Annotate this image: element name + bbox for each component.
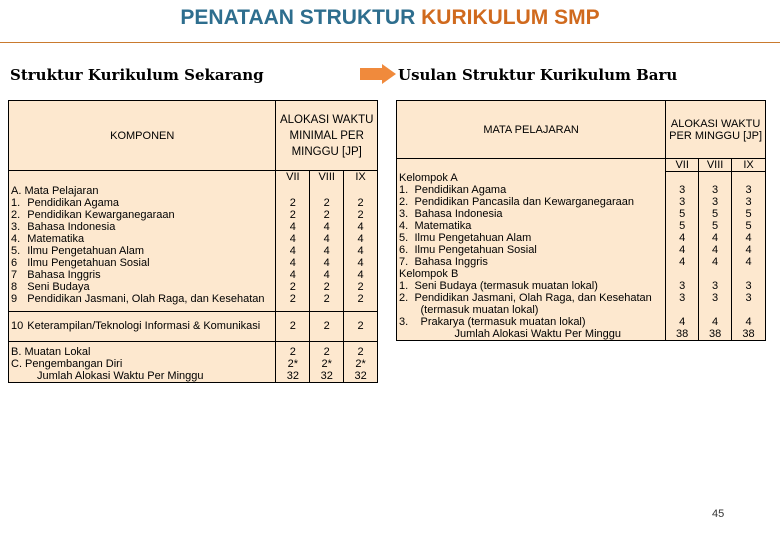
subject-row <box>397 220 766 232</box>
row-number: 6. <box>397 244 413 256</box>
alloc-value: 4 <box>344 257 378 269</box>
alloc-value: 4 <box>310 257 344 269</box>
subject-name: Ilmu Pengetahuan Alam <box>414 231 532 244</box>
alloc-value: 2 <box>310 209 344 221</box>
subject-row <box>9 197 378 209</box>
alloc-value: 4 <box>712 315 719 328</box>
title-part-2: KURIKULUM SMP <box>421 6 600 29</box>
row-number: 4. <box>9 233 26 245</box>
total-value: 32 <box>286 369 299 382</box>
total-value: 38 <box>742 327 755 340</box>
alloc-value: 4 <box>344 233 378 245</box>
row-number: 4. <box>397 220 413 232</box>
grade-header: VIII <box>310 171 344 184</box>
alloc-value: 4 <box>276 221 310 233</box>
alloc-value: 3 <box>699 280 732 292</box>
alloc-value: 4 <box>344 269 378 281</box>
subject-name: Keterampilan/Teknologi Informasi & Komunikasi <box>25 311 276 341</box>
subject-name: Pendidikan Agama <box>414 183 507 196</box>
subject-note: (termasuk muatan lokal) <box>420 303 539 316</box>
alloc-value: 5 <box>699 208 732 220</box>
bottom-values-vii <box>666 316 699 341</box>
alloc-value: 2 <box>276 281 310 293</box>
subject-row <box>9 293 378 305</box>
row-number: 1. <box>397 280 413 292</box>
group-a-label: Kelompok A <box>397 172 666 184</box>
subject-name: Bahasa Indonesia <box>27 221 116 233</box>
alloc-value: 2 <box>289 345 296 358</box>
row-number: 3. <box>9 221 26 233</box>
subject-row <box>9 257 378 269</box>
alloc-value: 3 <box>732 184 766 196</box>
subject-name: Bahasa Inggris <box>27 269 101 281</box>
alloc-value: 3 <box>699 292 732 316</box>
alloc-value: 3 <box>666 292 699 316</box>
alloc-value: 4 <box>699 244 732 256</box>
alloc-value: 2 <box>310 197 344 209</box>
total-value: 32 <box>354 369 367 382</box>
subject-name <box>412 292 665 316</box>
alloc-value: 4 <box>699 256 732 268</box>
bottom-labels <box>9 341 276 382</box>
subject-name: Pendidikan Kewarganegaraan <box>27 209 175 221</box>
alloc-value: 4 <box>666 232 699 244</box>
subject-row <box>397 232 766 244</box>
alloc-value: 4 <box>732 244 766 256</box>
grade-header: VII <box>666 159 699 172</box>
subject-row <box>9 233 378 245</box>
mapel-header: MATA PELAJARAN <box>397 101 666 159</box>
row-number: 6 <box>9 257 26 269</box>
alloc-value: 4 <box>310 233 344 245</box>
alloc-value: 5 <box>732 208 766 220</box>
row-number: 3. <box>397 208 413 220</box>
alloc-value: 4 <box>310 221 344 233</box>
alloc-value: 2* <box>355 357 366 370</box>
subject-row <box>9 221 378 233</box>
group-b-label: Kelompok B <box>397 268 666 280</box>
proposed-curriculum-table <box>396 100 766 341</box>
bottom-values-vii <box>276 341 310 382</box>
current-curriculum-table <box>8 100 378 383</box>
alloc-value: 4 <box>344 245 378 257</box>
row-number: 1. <box>397 184 413 196</box>
subject-row <box>9 281 378 293</box>
alloc-value: 2 <box>276 197 310 209</box>
alloc-value: 2 <box>310 281 344 293</box>
alloc-value: 4 <box>666 256 699 268</box>
subject-name: Pendidikan Agama <box>27 197 119 209</box>
alloc-value: 3 <box>699 196 732 208</box>
alloc-value: 2 <box>344 293 378 305</box>
grade-header: VII <box>276 171 310 184</box>
row-number: 7. <box>397 256 413 268</box>
alloc-value: 5 <box>666 208 699 220</box>
subject-name <box>412 316 665 341</box>
grade-header: IX <box>732 159 766 172</box>
alloc-value: 2 <box>344 197 378 209</box>
bottom-values-ix <box>344 341 378 382</box>
alloc-value: 2 <box>310 311 344 341</box>
total-label: Jumlah Alokasi Waktu Per Minggu <box>37 369 204 382</box>
subject-row <box>9 245 378 257</box>
subject-row <box>397 196 766 208</box>
alloc-value: 3 <box>732 280 766 292</box>
muatan-lokal-label: B. Muatan Lokal <box>11 345 91 358</box>
bottom-values-viii <box>310 341 344 382</box>
subject-row <box>9 269 378 281</box>
alloc-value: 2 <box>344 281 378 293</box>
alloc-value: 2* <box>321 357 332 370</box>
alloc-value: 5 <box>699 220 732 232</box>
alloc-value: 4 <box>699 232 732 244</box>
total-value: 38 <box>708 327 722 340</box>
alloc-value: 4 <box>276 269 310 281</box>
alloc-value: 3 <box>732 196 766 208</box>
subject-name: Ilmu Pengetahuan Sosial <box>27 257 150 269</box>
alloc-value: 4 <box>745 315 752 328</box>
pengembangan-diri-label: C. Pengembangan Diri <box>11 357 123 370</box>
subject-row <box>397 184 766 196</box>
alloc-header: ALOKASI WAKTU PER MINGGU [JP] <box>666 101 766 159</box>
alloc-value: 2 <box>276 311 310 341</box>
page-number: 45 <box>712 508 725 520</box>
alloc-value: 4 <box>732 232 766 244</box>
alloc-value: 3 <box>732 292 766 316</box>
subject-name: Bahasa Indonesia <box>414 207 503 220</box>
row-number: 7 <box>9 269 26 281</box>
alloc-value: 4 <box>276 257 310 269</box>
subject-row <box>397 256 766 268</box>
alloc-value: 4 <box>666 244 699 256</box>
subject-name: Ilmu Pengetahuan Alam <box>27 245 145 257</box>
alloc-value: 2 <box>276 209 310 221</box>
subject-name: Bahasa Inggris <box>414 255 488 268</box>
alloc-value: 2 <box>310 293 344 305</box>
alloc-value: 5 <box>666 220 699 232</box>
subject-name: Pendidikan Pancasila dan Kewarganegaraan <box>414 195 635 208</box>
alloc-value: 2 <box>344 209 378 221</box>
subject-name-text: Pendidikan Jasmani, Olah Raga, dan Kesehatan <box>414 291 652 304</box>
alloc-value: 4 <box>310 269 344 281</box>
alloc-value: 3 <box>699 184 732 196</box>
total-value: 38 <box>676 327 689 340</box>
alloc-value: 4 <box>276 233 310 245</box>
alloc-value: 3 <box>666 184 699 196</box>
grade-header: VIII <box>699 159 732 172</box>
page-title <box>0 6 780 30</box>
alloc-value: 4 <box>310 245 344 257</box>
subject-row <box>9 209 378 221</box>
subject-name-text: Prakarya (termasuk muatan lokal) <box>420 315 586 328</box>
alloc-value: 2 <box>357 345 364 358</box>
alloc-value: 3 <box>666 280 699 292</box>
total-label: Jumlah Alokasi Waktu Per Minggu <box>454 327 621 340</box>
subject-name: Pendidikan Jasmani, Olah Raga, dan Kesehatan <box>27 293 265 305</box>
alloc-value: 5 <box>732 220 766 232</box>
arrow-right-icon <box>360 64 396 84</box>
alloc-header: ALOKASI WAKTU MINIMAL PER MINGGU [JP] <box>276 101 378 171</box>
subject-name: Seni Budaya (termasuk muatan lokal) <box>414 279 598 292</box>
alloc-value: 4 <box>679 315 686 328</box>
subject-row <box>397 208 766 220</box>
row-number: 2. <box>397 196 413 208</box>
grade-header: IX <box>344 171 378 184</box>
subject-row <box>397 244 766 256</box>
alloc-value: 2* <box>287 357 299 370</box>
subject-name: Matematika <box>414 219 472 232</box>
subject-name: Matematika <box>27 233 85 245</box>
current-structure-label: Struktur Kurikulum Sekarang <box>10 66 264 84</box>
alloc-value: 2 <box>276 293 310 305</box>
row-number: 9 <box>9 293 26 305</box>
title-divider <box>0 42 780 43</box>
spacer-cell <box>9 171 276 184</box>
subject-name: Ilmu Pengetahuan Sosial <box>414 243 537 256</box>
alloc-value: 4 <box>344 221 378 233</box>
alloc-value: 3 <box>666 196 699 208</box>
bottom-values-ix <box>732 316 766 341</box>
alloc-value: 2 <box>344 311 378 341</box>
row-number: 2. <box>397 292 413 316</box>
group-a-label: A. Mata Pelajaran <box>9 183 276 197</box>
row-number: 5. <box>397 232 413 244</box>
title-part-1: PENATAAN STRUKTUR <box>180 6 422 29</box>
row-number: 2. <box>9 209 26 221</box>
proposed-structure-label: Usulan Struktur Kurikulum Baru <box>398 66 678 84</box>
alloc-value: 2 <box>323 345 330 358</box>
alloc-value: 4 <box>276 245 310 257</box>
komponen-header: KOMPONEN <box>9 101 276 171</box>
row-number: 10 <box>9 311 26 341</box>
total-value: 32 <box>320 369 333 382</box>
bottom-values-viii <box>699 316 732 341</box>
alloc-value: 4 <box>732 256 766 268</box>
row-number: 3. <box>397 316 413 341</box>
subject-name: Seni Budaya <box>27 281 90 293</box>
row-number: 8 <box>9 281 26 293</box>
row-number: 1. <box>9 197 26 209</box>
row-number: 5. <box>9 245 26 257</box>
